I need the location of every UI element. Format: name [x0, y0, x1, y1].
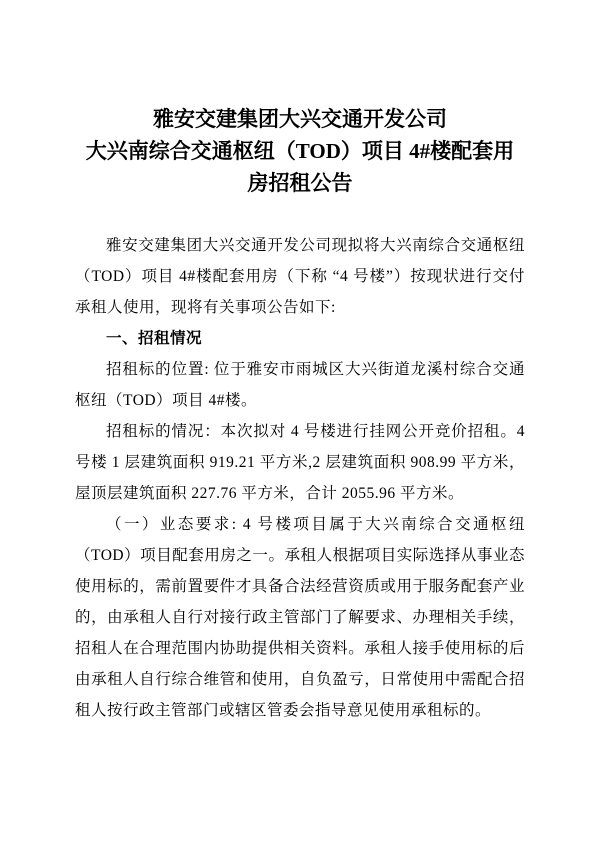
- paragraph-details: 招租标的情况：本次拟对 4 号楼进行挂网公开竞价招租。4 号楼 1 层建筑面积 919.21 平方米,2 层建筑面积 908.99 平方米，屋顶层建筑面积 227.76 平方米，合计 2055.96 平方米。: [75, 423, 525, 502]
- section-heading-rental-overview: 一、招租情况: [106, 330, 203, 347]
- paragraph-business-requirements: （一）业态要求: 4 号楼项目属于大兴南综合交通枢纽（TOD）项目配套用房之一。承租人根据项目实际选择从事业态使用标的，需前置要件才具备合法经营资质或用于服务配套产业的，由承租人自行对接行政主管部门了解要求、办理相关手续，招租人在合理范围内协助提供相关资料。承租人接手使用标的后由承租人自行综合维管和使用，自负盈亏，日常使用中需配合招租人按行政主管部门或辖区管委会指导意见使用承租标的。: [75, 516, 525, 719]
- paragraph-location: 招租标的位置: 位于雅安市雨城区大兴街道龙溪村综合交通枢纽（TOD）项目 4#楼。: [75, 361, 525, 409]
- paragraph-intro: 雅安交建集团大兴交通开发公司现拟将大兴南综合交通枢纽（TOD）项目 4#楼配套用房（下称 “4 号楼”）按现状进行交付承租人使用，现将有关事项公告如下:: [75, 237, 525, 316]
- title-line-1: 雅安交建集团大兴交通开发公司: [153, 107, 447, 131]
- document-body: [75, 230, 525, 726]
- title-line-2: 大兴南综合交通枢纽（TOD）项目 4#楼配套用: [85, 139, 515, 163]
- title-line-3: 房招租公告: [247, 171, 353, 195]
- document-title: [75, 103, 525, 199]
